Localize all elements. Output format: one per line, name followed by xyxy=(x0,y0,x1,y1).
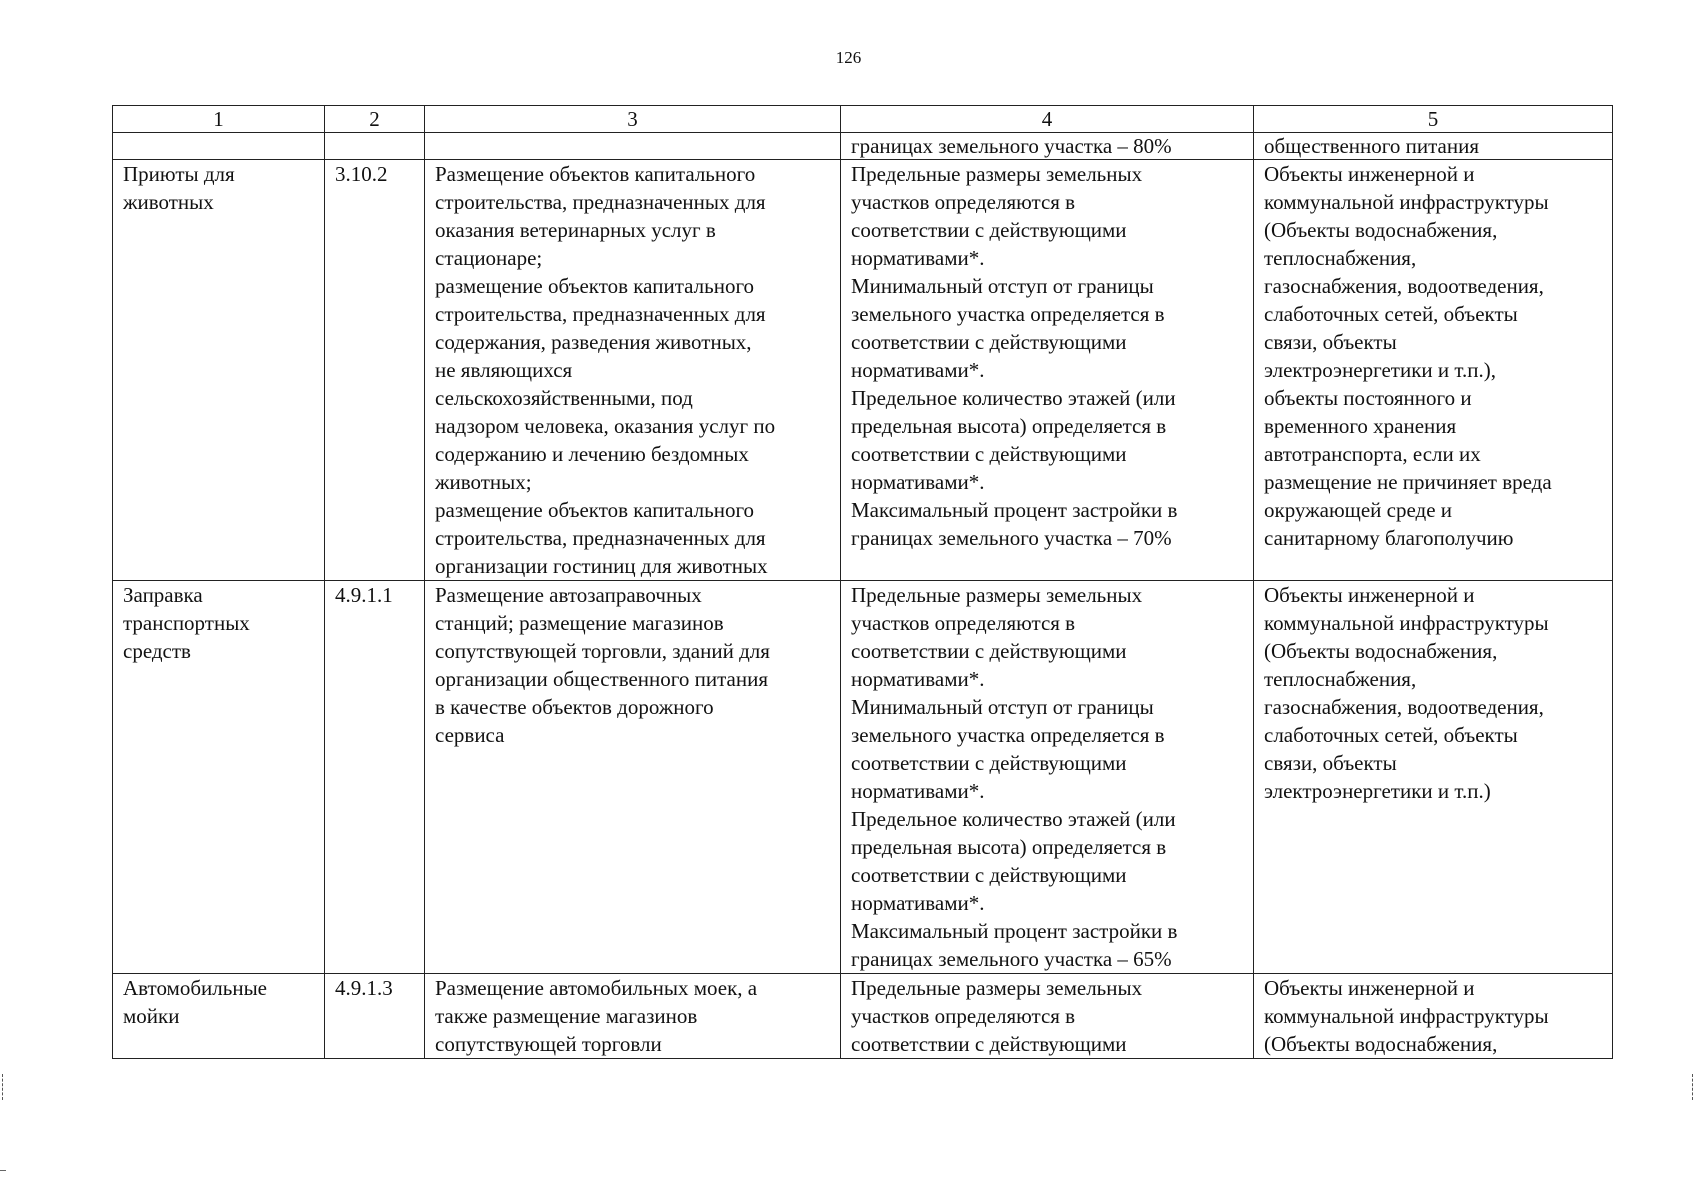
cell-text-line: строительства, предназначенных для xyxy=(435,302,766,326)
scan-edge-mark-left xyxy=(2,1074,6,1100)
cell-text-line: соответствии с действующими xyxy=(851,330,1127,354)
cell-text-line: сопутствующей торговли xyxy=(435,1032,662,1056)
cell-text-line: коммунальной инфраструктуры xyxy=(1264,1004,1549,1028)
cell-text-line: слаботочных сетей, объекты xyxy=(1264,723,1518,747)
cell-text-line: строительства, предназначенных для xyxy=(435,190,766,214)
table-row xyxy=(113,974,1613,1059)
cell-text-line: коммунальной инфраструктуры xyxy=(1264,611,1549,635)
continuation-cell-3 xyxy=(425,133,841,160)
cell-text-line: организации гостиниц для животных xyxy=(435,554,768,578)
cell-text-line: границах земельного участка – 70% xyxy=(851,526,1172,550)
parameters-cell xyxy=(841,974,1254,1059)
use-description-cell xyxy=(425,160,841,581)
use-name-cell xyxy=(113,160,325,581)
cell-text-line: животных xyxy=(123,190,214,214)
cell-text-line: электроэнергетики и т.п.), xyxy=(1264,358,1496,382)
cell-text-line: нормативами*. xyxy=(851,470,985,494)
page-number: 126 xyxy=(835,48,862,67)
auxiliary-uses-cell xyxy=(1254,974,1613,1059)
cell-text-line: нормативами*. xyxy=(851,358,985,382)
cell-text-line: нормативами*. xyxy=(851,779,985,803)
cell-text-line: соответствии с действующими xyxy=(851,218,1127,242)
use-description-cell xyxy=(425,581,841,974)
table-row xyxy=(113,160,1613,581)
cell-text-line: связи, объекты xyxy=(1264,751,1397,775)
cell-text-line: коммунальной инфраструктуры xyxy=(1264,190,1549,214)
cell-text-line: транспортных xyxy=(123,611,250,635)
cell-text-line: теплоснабжения, xyxy=(1264,667,1417,691)
column-header-4: 4 xyxy=(841,106,1254,133)
cell-text-line: временного хранения xyxy=(1264,414,1457,438)
header-row xyxy=(113,106,1613,133)
cell-text-line: санитарному благополучию xyxy=(1264,526,1514,550)
cell-text-line: Размещение объектов капитального xyxy=(435,162,756,186)
continuation-cell-4: границах земельного участка – 80% xyxy=(841,133,1254,160)
cell-text-line: газоснабжения, водоотведения, xyxy=(1264,695,1544,719)
cell-text-line: в качестве объектов дорожного xyxy=(435,695,714,719)
cell-text-line: не являющихся xyxy=(435,358,573,382)
cell-text-line: Предельные размеры земельных xyxy=(851,976,1143,1000)
column-header-2: 2 xyxy=(325,106,425,133)
cell-text-line: содержания, разведения животных, xyxy=(435,330,752,354)
cell-text-line: сельскохозяйственными, под xyxy=(435,386,693,410)
cell-text-line: соответствии с действующими xyxy=(851,1032,1127,1056)
cell-text-line: строительства, предназначенных для xyxy=(435,526,766,550)
table-row xyxy=(113,581,1613,974)
cell-text-line: средств xyxy=(123,639,191,663)
cell-text-line: Предельное количество этажей (или xyxy=(851,386,1176,410)
cell-text-line: земельного участка определяется в xyxy=(851,723,1165,747)
auxiliary-uses-cell xyxy=(1254,160,1613,581)
cell-text-line: мойки xyxy=(123,1004,180,1028)
cell-text-line: участков определяются в xyxy=(851,190,1076,214)
parameters-cell xyxy=(841,160,1254,581)
cell-text-line: надзором человека, оказания услуг по xyxy=(435,414,776,438)
cell-text-line: нормативами*. xyxy=(851,246,985,270)
scan-corner-dash xyxy=(0,1170,6,1171)
use-code-cell xyxy=(325,581,425,974)
cell-text-line: Максимальный процент застройки в xyxy=(851,498,1178,522)
use-code-cell xyxy=(325,160,425,581)
parameters-cell xyxy=(841,581,1254,974)
cell-text-line: Минимальный отступ от границы xyxy=(851,274,1154,298)
cell-text-line: Заправка xyxy=(123,583,203,607)
cell-text-line: оказания ветеринарных услуг в xyxy=(435,218,716,242)
cell-text-line: Объекты инженерной и xyxy=(1264,162,1475,186)
cell-text-line: Автомобильные xyxy=(123,976,267,1000)
cell-text-line: 4.9.1.1 xyxy=(335,583,393,607)
cell-text-line: газоснабжения, водоотведения, xyxy=(1264,274,1544,298)
column-header-3: 3 xyxy=(425,106,841,133)
cell-text-line: земельного участка определяется в xyxy=(851,302,1165,326)
cell-text-line: соответствии с действующими xyxy=(851,751,1127,775)
cell-text-line: участков определяются в xyxy=(851,611,1076,635)
scan-edge-mark-right xyxy=(1692,1074,1696,1100)
cell-text-line: (Объекты водоснабжения, xyxy=(1264,218,1498,242)
cell-text-line: организации общественного питания xyxy=(435,667,768,691)
cell-text-line: соответствии с действующими xyxy=(851,639,1127,663)
cell-text-line: размещение объектов капитального xyxy=(435,274,755,298)
continuation-cell-2 xyxy=(325,133,425,160)
use-description-cell xyxy=(425,974,841,1059)
cell-text-line: содержанию и лечению бездомных xyxy=(435,442,749,466)
cell-text-line: нормативами*. xyxy=(851,891,985,915)
cell-text-line: (Объекты водоснабжения, xyxy=(1264,1032,1498,1056)
cell-text-line: Предельные размеры земельных xyxy=(851,162,1143,186)
cell-text-line: сопутствующей торговли, зданий для xyxy=(435,639,770,663)
cell-text-line: Предельное количество этажей (или xyxy=(851,807,1176,831)
use-name-cell xyxy=(113,974,325,1059)
column-header-5: 5 xyxy=(1254,106,1613,133)
cell-text-line: стационаре; xyxy=(435,246,543,270)
cell-text-line: границах земельного участка – 65% xyxy=(851,947,1172,971)
cell-text-line: Размещение автомобильных моек, а xyxy=(435,976,758,1000)
cell-text-line: Размещение автозаправочных xyxy=(435,583,702,607)
column-header-1: 1 xyxy=(113,106,325,133)
cell-text-line: размещение не причиняет вреда xyxy=(1264,470,1552,494)
cell-text-line: электроэнергетики и т.п.) xyxy=(1264,779,1491,803)
cell-text-line: предельная высота) определяется в xyxy=(851,414,1167,438)
cell-text-line: Максимальный процент застройки в xyxy=(851,919,1178,943)
cell-text-line: Приюты для xyxy=(123,162,235,186)
use-code-cell xyxy=(325,974,425,1059)
cell-text-line: слаботочных сетей, объекты xyxy=(1264,302,1518,326)
cell-text-line: сервиса xyxy=(435,723,505,747)
land-use-table xyxy=(112,105,1613,1059)
cell-text-line: 4.9.1.3 xyxy=(335,976,393,1000)
cell-text-line: Объекты инженерной и xyxy=(1264,583,1475,607)
cell-text-line: участков определяются в xyxy=(851,1004,1076,1028)
use-name-cell xyxy=(113,581,325,974)
continuation-cell-5: общественного питания xyxy=(1254,133,1613,160)
cell-text-line: окружающей среде и xyxy=(1264,498,1453,522)
auxiliary-uses-cell xyxy=(1254,581,1613,974)
cell-text-line: животных; xyxy=(435,470,532,494)
cell-text-line: связи, объекты xyxy=(1264,330,1397,354)
cell-text-line: соответствии с действующими xyxy=(851,442,1127,466)
continuation-row xyxy=(113,133,1613,160)
cell-text-line: также размещение магазинов xyxy=(435,1004,698,1028)
cell-text-line: (Объекты водоснабжения, xyxy=(1264,639,1498,663)
continuation-cell-1 xyxy=(113,133,325,160)
cell-text-line: теплоснабжения, xyxy=(1264,246,1417,270)
cell-text-line: Предельные размеры земельных xyxy=(851,583,1143,607)
cell-text-line: нормативами*. xyxy=(851,667,985,691)
cell-text-line: объекты постоянного и xyxy=(1264,386,1472,410)
cell-text-line: предельная высота) определяется в xyxy=(851,835,1167,859)
cell-text-line: автотранспорта, если их xyxy=(1264,442,1481,466)
cell-text-line: размещение объектов капитального xyxy=(435,498,755,522)
cell-text-line: станций; размещение магазинов xyxy=(435,611,724,635)
cell-text-line: Объекты инженерной и xyxy=(1264,976,1475,1000)
cell-text-line: Минимальный отступ от границы xyxy=(851,695,1154,719)
cell-text-line: 3.10.2 xyxy=(335,162,388,186)
cell-text-line: соответствии с действующими xyxy=(851,863,1127,887)
